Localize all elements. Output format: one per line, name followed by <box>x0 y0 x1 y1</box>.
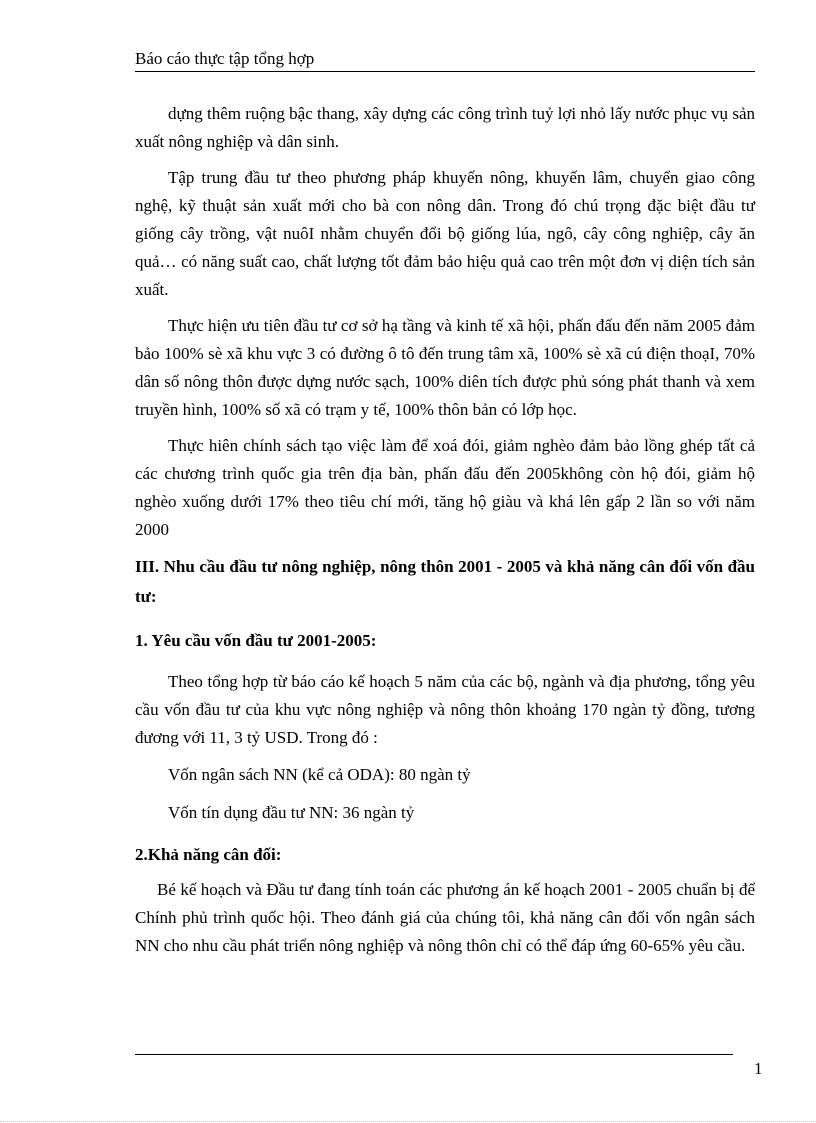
paragraph-5: Theo tổng hợp từ báo cáo kế hoạch 5 năm của các bộ, ngành và địa phương, tổng yêu cầu vốn đầu tư của khu vực nông nghiệp và nông thôn khoảng 170 ngàn tỷ đồng, tương đương với 11, 3 tỷ USD. Trong đó : <box>135 672 755 747</box>
document-body <box>135 100 755 968</box>
paragraph-4: Thực hiên chính sách tạo việc làm để xoá đói, giảm nghèo đảm bảo lồng ghép tất cả các chương trình quốc gia trên địa bàn, phấn đấu đến 2005không còn hộ đói, giảm hộ nghèo xuống dưới 17% theo tiêu chí mới, tăng hộ giàu và khá lên gấp 2 lần so với năm 2000 <box>135 436 755 539</box>
paragraph-6: Bé kế hoạch và Đầu tư đang tính toán các phương án kế hoạch 2001 - 2005 chuẩn bị để Chính phủ trình quốc hội. Theo đánh giá của chúng tôi, khả năng cân đối vốn ngân sách NN cho nhu cầu phát triển nông nghiệp và nông thôn chỉ có thể đáp ứng 60-65% yêu cầu. <box>135 880 755 955</box>
page-number: 1 <box>754 1059 763 1078</box>
subsection-heading-2: 2.Khả năng cân đối: <box>135 845 282 864</box>
subsection-heading-1: 1. Yêu cầu vốn đầu tư 2001-2005: <box>135 631 377 650</box>
list-item-credit: Vốn tín dụng đầu tư NN: 36 ngàn tỷ <box>168 803 415 822</box>
paragraph-1: dựng thêm ruộng bậc thang, xây dựng các công trình tuỷ lợi nhỏ lấy nước phục vụ sản xuất nông nghiệp và dân sinh. <box>135 104 755 151</box>
list-item-budget: Vốn ngân sách NN (kể cả ODA): 80 ngàn tỷ <box>168 765 471 784</box>
section-heading-iii: III. Nhu cầu đầu tư nông nghiệp, nông thôn 2001 - 2005 và khả năng cân đối vốn đầu tư: <box>135 557 755 606</box>
paragraph-2: Tập trung đầu tư theo phương pháp khuyến nông, khuyến lâm, chuyển giao công nghệ, kỹ thuật sản xuất mới cho bà con nông dân. Trong đó chú trọng đặc biệt đầu tư giống cây trồng, vật nuôI nhằm chuyển đổi bộ giống lúa, ngô, cây công nghiệp, cây ăn quả… có năng suất cao, chất lượng tốt đảm bảo hiệu quả cao trên một đơn vị diện tích sản xuất. <box>135 168 755 299</box>
paragraph-3: Thực hiện ưu tiên đầu tư cơ sở hạ tầng và kinh tế xã hội, phấn đấu đến năm 2005 đảm bảo 100% sè xã khu vực 3 có đường ô tô đến trung tâm xã, 100% sè xã cú điện thoạI, 70% dân số nông thôn được dựng nước sạch, 100% diên tích được phủ sóng phát thanh và xem truyền hình, 100% số xã có trạm y tế, 100% thôn bản có lớp học. <box>135 316 755 419</box>
page-bottom-border <box>0 1121 816 1122</box>
footer-divider <box>135 1054 733 1055</box>
page-header: Báo cáo thực tập tổng hợp <box>135 48 755 72</box>
